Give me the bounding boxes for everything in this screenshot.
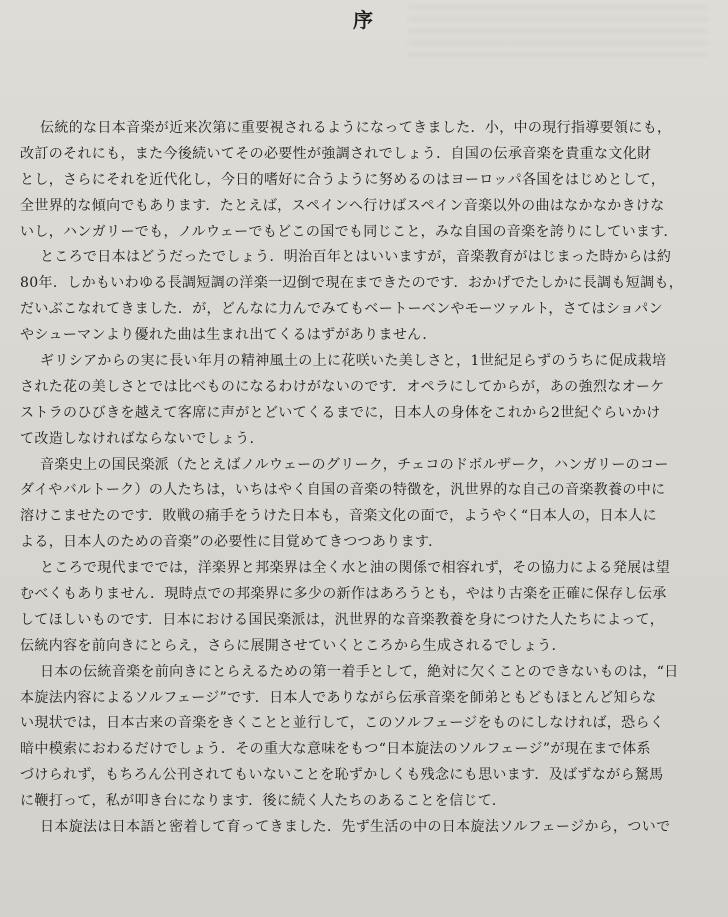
text-line: やシューマンより優れた曲は生まれ出てくるはずがありません． bbox=[20, 327, 437, 344]
text-line: づけられず，もちろん公刊されてもいないことを恥ずかしくも残念にも思います．及ばずながら駑馬 bbox=[20, 767, 664, 784]
text-line: 伝統内容を前向きにとらえ，さらに展開させていくところから生成されるでしょう． bbox=[20, 637, 566, 654]
text-line: に鞭打って，私が叩き台になります．後に続く人たちのあることを信じて． bbox=[20, 793, 507, 810]
text-line: だいぶこなれてきました．が，どんなに力んでみてもベートーベンやモーツァルト，さてはショパン bbox=[20, 301, 663, 318]
text-line: 暗中模索におわるだけでしょう．その重大な意味をもつ“日本旋法のソルフェージ”が現在まで体系 bbox=[20, 741, 651, 758]
text-line: 全世界的な傾向でもあります．たとえば，スペインへ行けばスペイン音楽以外の曲はなかなかきけな bbox=[20, 197, 665, 214]
page-title: 序 bbox=[353, 8, 375, 32]
text-line: いし，ハンガリーでも，ノルウェーでもどこの国でも同じこと，みな自国の音楽を誇りにしています． bbox=[20, 223, 678, 240]
text-line: 本旋法内容によるソルフェージ”です．日本人でありながら伝承音楽を師弟ともどもほとんど知らな bbox=[20, 689, 657, 706]
text-line: 改訂のそれにも，また今後続いてその必要性が強調されでしょう．自国の伝承音楽を貴重な文化財 bbox=[20, 145, 652, 162]
text-line: 溶けこませたのです．敗戦の痛手をうけた日本も，音楽文化の面で，ようやく“日本人の，日本人に bbox=[20, 508, 657, 525]
text-line: よる，日本人のための音楽”の必要性に目覚めてきつつあります． bbox=[20, 534, 443, 551]
text-line: ところで日本はどうだったでしょう．明治百年とはいいますが，音楽教育がはじまった時からは約 bbox=[40, 249, 672, 266]
text-line: ギリシアからの実に長い年月の精神風土の上に花咲いた美しさと，1世紀足らずのうちに促成栽培 bbox=[40, 353, 667, 370]
text-line: ところで現代まででは，洋楽界と邦楽界は全く水と油の関係で相容れず，その協力による発展は望 bbox=[40, 560, 671, 577]
text-line: むべくもありません．現時点での邦楽界に多少の新作はあろうとも，やはり古楽を正確に保存し伝承 bbox=[20, 586, 667, 603]
text-line: 伝統的な日本音楽が近来次第に重要視されるようになってきました．小，中の現行指導要領にも， bbox=[40, 120, 672, 136]
text-line: ダイやバルトーク）の人たちは，いちはやく自国の音楽の特徴を，汎世界的な自己の音楽教養の中に bbox=[20, 482, 666, 499]
text-line: て改造しなければならないでしょう． bbox=[20, 430, 264, 447]
text-line: 80年．しかもいわゆる長調短調の洋楽一辺倒で現在まできたのです．おかげでたしかに長調も短調も， bbox=[20, 275, 684, 292]
preface-body bbox=[20, 116, 700, 841]
text-line: 日本旋法は日本語と密着して育ってきました．先ず生活の中の日本旋法ソルフェージから，ついで bbox=[40, 819, 671, 836]
text-line: 音楽史上の国民楽派（たとえばノルウェーのグリーク，チェコのドボルザーク，ハンガリーのコー bbox=[40, 456, 669, 473]
text-line: してほしいものです．日本における国民楽派は，汎世界的な音楽教養を身につけた人たちによって， bbox=[20, 611, 665, 628]
text-line: 日本の伝統音楽を前向きにとらえるための第一着手として，絶対に欠くことのできないものは，“日 bbox=[40, 663, 679, 680]
text-line: された花の美しさとでは比べものになるわけがないのです．オペラにしてからが，あの強烈なオーケ bbox=[20, 378, 665, 395]
text-line: とし，さらにそれを近代化し，今日的嗜好に合うように努めるのはヨーロッパ各国をはじめとして， bbox=[20, 171, 666, 188]
text-line: ストラのひびきを越えて客席に声がとどいてくるまでに，日本人の身体をこれから2世紀ぐらいかけ bbox=[20, 404, 661, 421]
text-line: い現状では，日本古来の音楽をきくことと並行して，このソルフェージをものにしなければ，恐らく bbox=[20, 715, 665, 732]
